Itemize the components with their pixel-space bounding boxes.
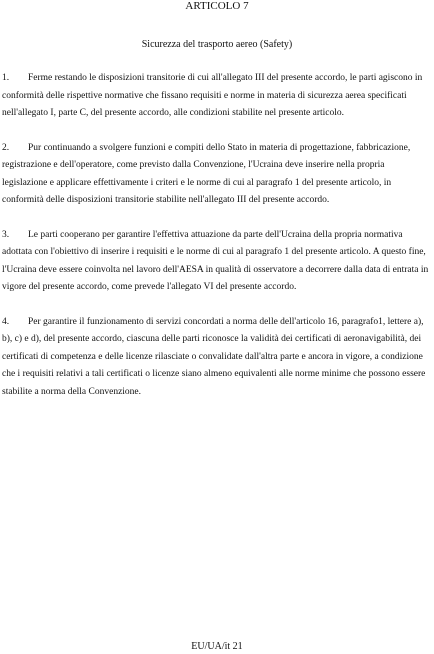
page-footer: EU/UA/it 21 — [191, 641, 243, 652]
paragraph-number: 4. — [2, 316, 10, 327]
paragraph-3 — [2, 227, 430, 297]
paragraph-2 — [2, 140, 430, 210]
paragraph-text: Pur continuando a svolgere funzioni e compiti dello Stato in materia di progettazione, fabbricazione, registrazione e dell'operatore, come previsto dalla Convenzione, l'Ucraina deve inserire nella propria legislazione e applicare effettivamente i criteri e le norme di cui al paragrafo 1 del presente articolo, in conformità delle disposizioni transitorie stabilite nell'allegato III del presente accordo. — [2, 142, 411, 205]
article-title: ARTICOLO 7 — [185, 0, 249, 12]
paragraph-4 — [2, 314, 430, 402]
paragraph-number: 3. — [2, 229, 10, 240]
article-subtitle: Sicurezza del trasporto aereo (Safety) — [141, 39, 293, 50]
paragraph-text: Ferme restando le disposizioni transitorie di cui all'allegato III del presente accordo, le parti agiscono in conformità delle rispettive normative che fissano requisiti e norme in materia di sicurezza aerea specificati nell'allegato I, parte C, del presente accordo, alle condizioni stabilite nel presente articolo. — [2, 73, 423, 118]
paragraph-number: 2. — [2, 142, 10, 153]
article-body — [2, 70, 430, 418]
paragraph-text: Le parti cooperano per garantire l'effettiva attuazione da parte dell'Ucraina della propria normativa adottata con l'obiettivo di inserire i requisiti e le norme di cui al paragrafo 1 del presente articolo. A questo fine, l'Ucraina deve essere coinvolta nel lavoro dell'AESA in qualità di osservatore a decorrere dalla data di entrata in vigore del presente accordo, come prevede l'allegato VI del presente accordo. — [2, 229, 429, 292]
paragraph-text: Per garantire il funzionamento di servizi concordati a norma delle dell'articolo 16, paragrafo1, lettere a), b), c) e d), del presente accordo, ciascuna delle parti riconosce la validità dei certificati di aeronavigabilità, dei certificati di competenza e delle licenze rilasciate o convalidate dall'altra parte e ancora in vigore, a condizione che i requisiti relativi a tali certificati o licenze siano almeno equivalenti alle norme minime che possono essere stabilite a norma della Convenzione. — [2, 316, 426, 397]
paragraph-number: 1. — [2, 73, 10, 83]
paragraph-1 — [2, 70, 430, 123]
